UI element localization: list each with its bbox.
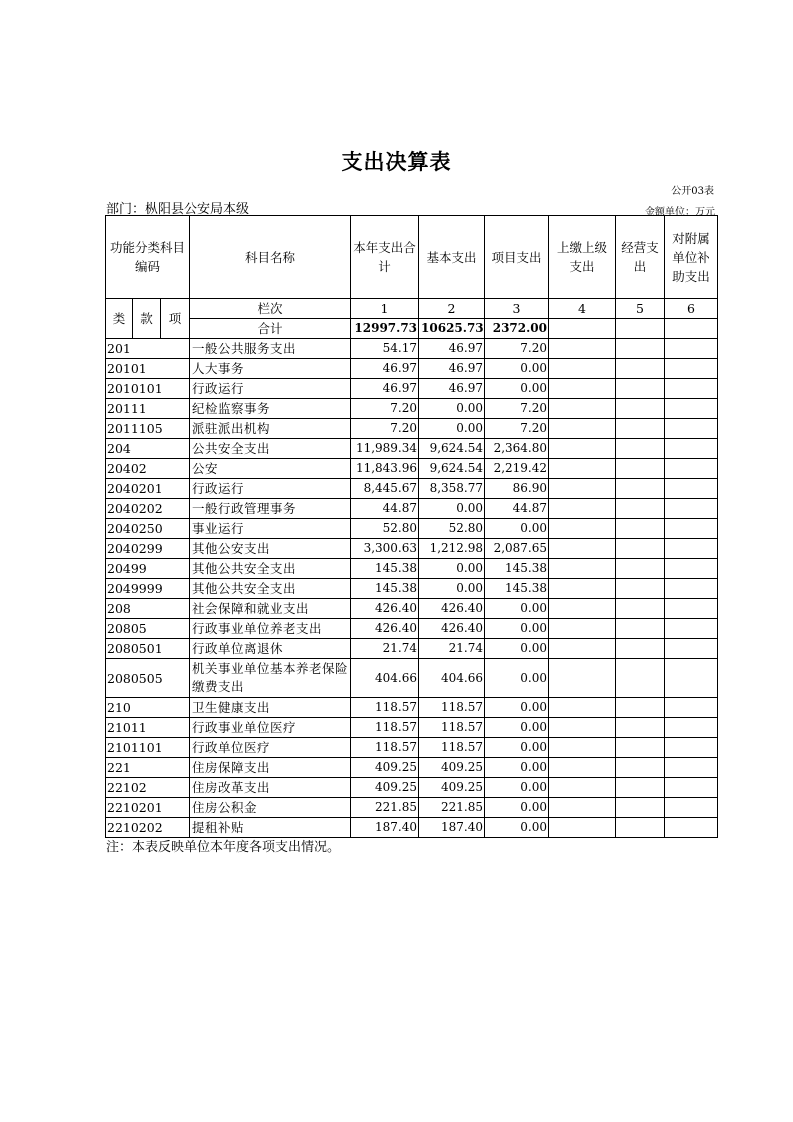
row-subsidy (665, 379, 718, 399)
row-total: 46.97 (351, 359, 419, 379)
footnote: 注：本表反映单位本年度各项支出情况。 (106, 840, 341, 855)
row-total: 187.40 (351, 818, 419, 838)
row-subject-name: 住房保障支出 (190, 758, 351, 778)
row-subsidy (665, 778, 718, 798)
row-project: 86.90 (485, 479, 549, 499)
header-col-3: 3 (485, 299, 549, 319)
row-basic: 0.00 (419, 499, 485, 519)
row-upper (549, 559, 616, 579)
row-operating (616, 718, 665, 738)
row-project: 0.00 (485, 718, 549, 738)
header-subsidy: 对附属单位补助支出 (665, 216, 718, 299)
row-code: 20402 (106, 459, 190, 479)
row-total: 118.57 (351, 718, 419, 738)
row-operating (616, 379, 665, 399)
row-basic: 409.25 (419, 758, 485, 778)
row-subject-name: 人大事务 (190, 359, 351, 379)
row-subsidy (665, 579, 718, 599)
row-basic: 46.97 (419, 359, 485, 379)
row-project: 0.00 (485, 359, 549, 379)
totals-total: 12997.73 (351, 319, 419, 339)
row-subsidy (665, 619, 718, 639)
table-row (106, 698, 718, 718)
row-upper (549, 698, 616, 718)
row-subsidy (665, 798, 718, 818)
row-total: 409.25 (351, 758, 419, 778)
row-operating (616, 399, 665, 419)
row-subject-name: 社会保障和就业支出 (190, 599, 351, 619)
row-operating (616, 339, 665, 359)
row-basic: 187.40 (419, 818, 485, 838)
row-basic: 426.40 (419, 599, 485, 619)
totals-upper (549, 319, 616, 339)
table-row (106, 758, 718, 778)
table-row (106, 798, 718, 818)
row-basic: 0.00 (419, 579, 485, 599)
row-subject-name: 派驻派出机构 (190, 419, 351, 439)
row-total: 8,445.67 (351, 479, 419, 499)
row-subsidy (665, 519, 718, 539)
row-upper (549, 798, 616, 818)
table-row (106, 718, 718, 738)
row-subject-name: 行政单位医疗 (190, 738, 351, 758)
row-total: 404.66 (351, 659, 419, 698)
row-operating (616, 359, 665, 379)
row-subject-name: 其他公共安全支出 (190, 579, 351, 599)
row-code: 2210201 (106, 798, 190, 818)
row-operating (616, 479, 665, 499)
row-basic: 52.80 (419, 519, 485, 539)
row-subject-name: 公安 (190, 459, 351, 479)
header-col-2: 2 (419, 299, 485, 319)
row-subsidy (665, 738, 718, 758)
row-basic: 409.25 (419, 778, 485, 798)
row-subject-name: 行政运行 (190, 379, 351, 399)
row-subsidy (665, 499, 718, 519)
row-project: 0.00 (485, 379, 549, 399)
row-subject-name: 其他公共安全支出 (190, 559, 351, 579)
row-code: 2049999 (106, 579, 190, 599)
row-subject-name: 行政事业单位医疗 (190, 718, 351, 738)
table-row (106, 379, 718, 399)
row-basic: 46.97 (419, 379, 485, 399)
header-kuan: 款 (133, 299, 161, 339)
row-project: 0.00 (485, 758, 549, 778)
row-operating (616, 459, 665, 479)
row-code: 20111 (106, 399, 190, 419)
row-subsidy (665, 698, 718, 718)
row-total: 21.74 (351, 639, 419, 659)
row-project: 0.00 (485, 698, 549, 718)
row-project: 2,364.80 (485, 439, 549, 459)
row-subsidy (665, 359, 718, 379)
row-operating (616, 439, 665, 459)
table-row (106, 659, 718, 698)
row-operating (616, 499, 665, 519)
table-row (106, 399, 718, 419)
row-operating (616, 798, 665, 818)
table-row (106, 818, 718, 838)
table-row (106, 778, 718, 798)
row-subsidy (665, 559, 718, 579)
row-basic: 9,624.54 (419, 459, 485, 479)
row-basic: 9,624.54 (419, 439, 485, 459)
row-upper (549, 758, 616, 778)
row-basic: 426.40 (419, 619, 485, 639)
table-row (106, 579, 718, 599)
row-upper (549, 519, 616, 539)
row-upper (549, 359, 616, 379)
table-row (106, 619, 718, 639)
row-operating (616, 559, 665, 579)
row-subject-name: 事业运行 (190, 519, 351, 539)
row-total: 118.57 (351, 738, 419, 758)
totals-label: 合计 (190, 319, 351, 339)
row-subsidy (665, 339, 718, 359)
row-code: 2010101 (106, 379, 190, 399)
amount-unit: 金额单位：万元 (645, 207, 715, 218)
row-project: 0.00 (485, 659, 549, 698)
row-basic: 0.00 (419, 559, 485, 579)
header-column-label: 栏次 (190, 299, 351, 319)
row-basic: 221.85 (419, 798, 485, 818)
row-basic: 0.00 (419, 399, 485, 419)
row-basic: 118.57 (419, 738, 485, 758)
row-code: 2080505 (106, 659, 190, 698)
header-project: 项目支出 (485, 216, 549, 299)
row-project: 0.00 (485, 778, 549, 798)
totals-operating (616, 319, 665, 339)
row-subject-name: 行政事业单位养老支出 (190, 619, 351, 639)
expenditure-table (105, 215, 718, 838)
row-operating (616, 599, 665, 619)
header-col-5: 5 (616, 299, 665, 319)
row-project: 2,087.65 (485, 539, 549, 559)
row-upper (549, 399, 616, 419)
row-upper (549, 659, 616, 698)
row-project: 145.38 (485, 559, 549, 579)
header-func-code: 功能分类科目编码 (106, 216, 190, 299)
totals-project: 2372.00 (485, 319, 549, 339)
row-total: 221.85 (351, 798, 419, 818)
table-number: 公开03表 (671, 186, 714, 197)
row-project: 0.00 (485, 798, 549, 818)
row-subject-name: 住房改革支出 (190, 778, 351, 798)
table-row (106, 539, 718, 559)
row-total: 118.57 (351, 698, 419, 718)
row-upper (549, 639, 616, 659)
row-upper (549, 339, 616, 359)
row-operating (616, 419, 665, 439)
table-row (106, 519, 718, 539)
row-project: 2,219.42 (485, 459, 549, 479)
table-row (106, 559, 718, 579)
row-upper (549, 539, 616, 559)
header-col-4: 4 (549, 299, 616, 319)
row-total: 145.38 (351, 559, 419, 579)
table-row (106, 359, 718, 379)
row-basic: 0.00 (419, 419, 485, 439)
row-subject-name: 卫生健康支出 (190, 698, 351, 718)
row-total: 44.87 (351, 499, 419, 519)
table-row (106, 419, 718, 439)
row-total: 46.97 (351, 379, 419, 399)
row-subsidy (665, 459, 718, 479)
row-subsidy (665, 599, 718, 619)
table-row (106, 439, 718, 459)
row-upper (549, 439, 616, 459)
page-title: 支出决算表 (341, 150, 452, 174)
row-code: 21011 (106, 718, 190, 738)
row-subsidy (665, 639, 718, 659)
row-project: 0.00 (485, 619, 549, 639)
row-code: 20499 (106, 559, 190, 579)
row-total: 7.20 (351, 399, 419, 419)
department-label: 部门：枞阳县公安局本级 (106, 202, 250, 217)
table-row (106, 738, 718, 758)
header-subject-name: 科目名称 (190, 216, 351, 299)
row-operating (616, 778, 665, 798)
header-operating: 经营支出 (616, 216, 665, 299)
row-upper (549, 738, 616, 758)
table-row (106, 599, 718, 619)
row-upper (549, 419, 616, 439)
row-subject-name: 提租补贴 (190, 818, 351, 838)
table-row (106, 459, 718, 479)
row-project: 0.00 (485, 639, 549, 659)
row-upper (549, 459, 616, 479)
row-basic: 21.74 (419, 639, 485, 659)
header-xiang: 项 (161, 299, 190, 339)
row-total: 409.25 (351, 778, 419, 798)
row-project: 0.00 (485, 818, 549, 838)
header-total: 本年支出合计 (351, 216, 419, 299)
table-row (106, 639, 718, 659)
header-col-1: 1 (351, 299, 419, 319)
row-total: 426.40 (351, 619, 419, 639)
header-upper: 上缴上级支出 (549, 216, 616, 299)
row-code: 2011105 (106, 419, 190, 439)
row-project: 0.00 (485, 519, 549, 539)
row-upper (549, 579, 616, 599)
row-total: 3,300.63 (351, 539, 419, 559)
row-subsidy (665, 479, 718, 499)
row-operating (616, 738, 665, 758)
row-upper (549, 599, 616, 619)
row-project: 7.20 (485, 419, 549, 439)
row-operating (616, 698, 665, 718)
row-subsidy (665, 718, 718, 738)
row-subsidy (665, 539, 718, 559)
row-total: 52.80 (351, 519, 419, 539)
totals-basic: 10625.73 (419, 319, 485, 339)
row-code: 2040201 (106, 479, 190, 499)
row-subject-name: 行政运行 (190, 479, 351, 499)
row-subject-name: 行政单位离退休 (190, 639, 351, 659)
row-operating (616, 659, 665, 698)
row-basic: 118.57 (419, 698, 485, 718)
row-code: 20101 (106, 359, 190, 379)
row-code: 201 (106, 339, 190, 359)
row-project: 7.20 (485, 339, 549, 359)
row-code: 204 (106, 439, 190, 459)
row-operating (616, 639, 665, 659)
row-upper (549, 718, 616, 738)
row-subject-name: 机关事业单位基本养老保险缴费支出 (190, 659, 351, 698)
row-total: 426.40 (351, 599, 419, 619)
row-operating (616, 579, 665, 599)
row-subject-name: 纪检监察事务 (190, 399, 351, 419)
row-subsidy (665, 758, 718, 778)
row-code: 2040299 (106, 539, 190, 559)
totals-subsidy (665, 319, 718, 339)
row-upper (549, 379, 616, 399)
row-code: 221 (106, 758, 190, 778)
table-row (106, 339, 718, 359)
row-operating (616, 758, 665, 778)
row-upper (549, 778, 616, 798)
row-basic: 8,358.77 (419, 479, 485, 499)
row-subsidy (665, 399, 718, 419)
row-total: 11,843.96 (351, 459, 419, 479)
header-col-6: 6 (665, 299, 718, 319)
header-basic: 基本支出 (419, 216, 485, 299)
row-subject-name: 公共安全支出 (190, 439, 351, 459)
row-project: 145.38 (485, 579, 549, 599)
header-lei: 类 (106, 299, 133, 339)
row-code: 2040250 (106, 519, 190, 539)
row-code: 20805 (106, 619, 190, 639)
table-row (106, 479, 718, 499)
row-upper (549, 619, 616, 639)
row-subject-name: 住房公积金 (190, 798, 351, 818)
row-operating (616, 539, 665, 559)
row-project: 0.00 (485, 738, 549, 758)
row-basic: 118.57 (419, 718, 485, 738)
row-operating (616, 818, 665, 838)
row-code: 208 (106, 599, 190, 619)
row-upper (549, 818, 616, 838)
row-operating (616, 619, 665, 639)
row-subject-name: 一般行政管理事务 (190, 499, 351, 519)
row-total: 54.17 (351, 339, 419, 359)
table-row (106, 499, 718, 519)
row-subsidy (665, 818, 718, 838)
row-subsidy (665, 419, 718, 439)
row-code: 2101101 (106, 738, 190, 758)
row-basic: 1,212.98 (419, 539, 485, 559)
row-code: 210 (106, 698, 190, 718)
row-code: 2080501 (106, 639, 190, 659)
row-subject-name: 一般公共服务支出 (190, 339, 351, 359)
row-code: 22102 (106, 778, 190, 798)
row-subsidy (665, 439, 718, 459)
row-basic: 46.97 (419, 339, 485, 359)
row-total: 145.38 (351, 579, 419, 599)
row-subject-name: 其他公安支出 (190, 539, 351, 559)
row-basic: 404.66 (419, 659, 485, 698)
row-total: 11,989.34 (351, 439, 419, 459)
row-project: 44.87 (485, 499, 549, 519)
row-subsidy (665, 659, 718, 698)
row-upper (549, 499, 616, 519)
row-project: 7.20 (485, 399, 549, 419)
row-code: 2210202 (106, 818, 190, 838)
row-upper (549, 479, 616, 499)
row-operating (616, 519, 665, 539)
row-total: 7.20 (351, 419, 419, 439)
row-project: 0.00 (485, 599, 549, 619)
row-code: 2040202 (106, 499, 190, 519)
